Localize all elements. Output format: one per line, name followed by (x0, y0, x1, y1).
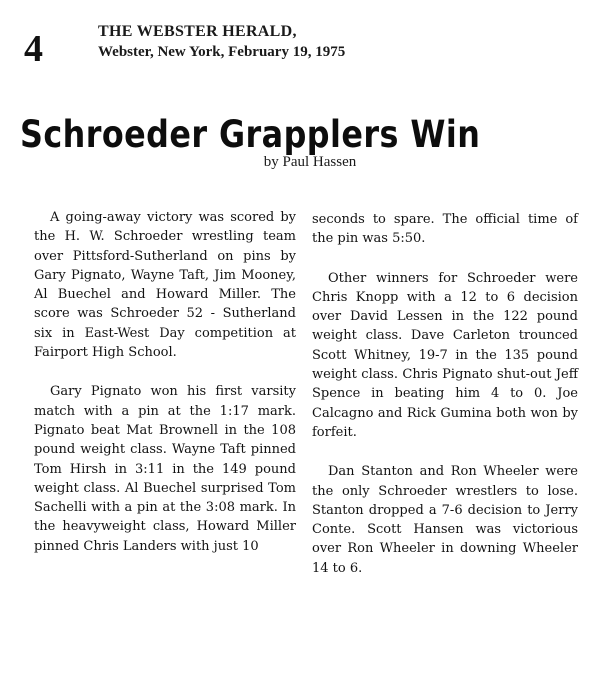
article-paragraph: Other winners for Schroeder were Chris Knopp with a 12 to 6 decision over David Lessen in the 122 pound weight class. Dave Carleton trounced Scott Whitney, 19-7 in the 135 pound weight class. Chris Pignato shut-out Jeff Spence in beating him 4 to 0. Joe Calcagno and Rick Gumina both won by forfeit. (312, 270, 578, 440)
article-column-left (34, 208, 296, 576)
masthead (98, 22, 345, 62)
article-paragraph: seconds to spare. The official time of the pin was 5:50. (312, 212, 578, 247)
article-column-right (312, 210, 578, 598)
dateline: Webster, New York, February 19, 1975 (98, 44, 346, 60)
article-paragraph: A going-away victory was scored by the H. W. Schroeder wrestling team over Pittsford-Sutherland on pins by Gary Pignato, Wayne Taft, Jim Mooney, Al Buechel and Howard Miller. The score was Schroeder 52 - Sutherland six in East-West Day competition at Fairport High School. (34, 210, 296, 361)
article-paragraph: Dan Stanton and Ron Wheeler were the only Schroeder wrestlers to lose. Stanton dropped a 7-6 decision to Jerry Conte. Scott Hansen was victorious over Ron Wheeler in downing Wheeler 14 to 6. (312, 464, 578, 576)
article-byline: by Paul Hassen (263, 154, 357, 170)
article-paragraph: Gary Pignato won his first varsity match with a pin at the 1:17 mark. Pignato beat Mat Brownell in the 108 pound weight class. Wayne Taft pinned Tom Hirsh in 3:11 in the 149 pound weight class. Al Buechel surprised Tom Sachelli with a pin at the 3:08 mark. In the heavyweight class, Howard Miller pinned Chris Landers with just 10 (34, 384, 296, 554)
page-number: 4 (24, 28, 43, 70)
newspaper-name: THE WEBSTER HERALD, (98, 23, 297, 40)
article-headline: Schroeder Grapplers Win (20, 112, 481, 156)
